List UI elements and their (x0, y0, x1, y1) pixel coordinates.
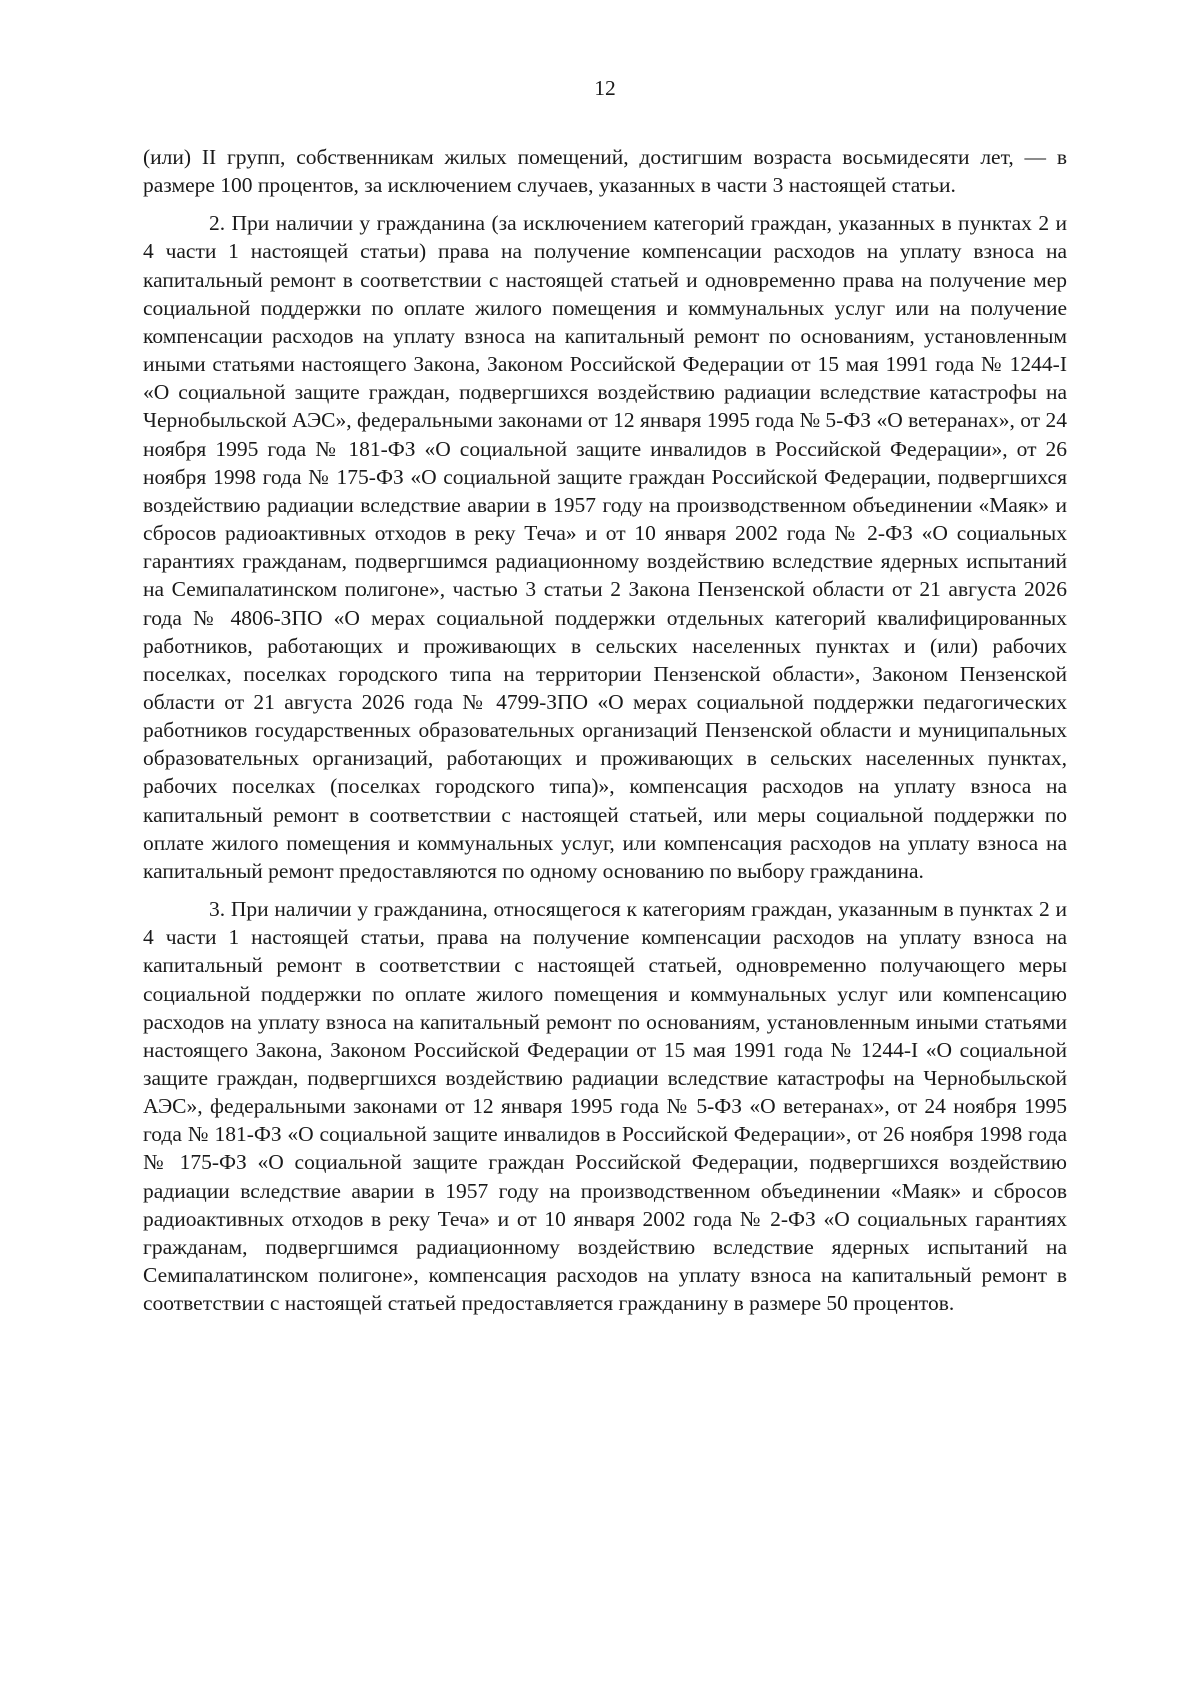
paragraph-clause-2: 2. При наличии у гражданина (за исключением категорий граждан, указанных в пунктах 2 и 4 части 1 настоящей статьи) права на получение компенсации расходов на уплату взноса на капитальный ремонт в соответствии с настоящей статьей и одновременно права на получение мер социальной поддержки по оплате жилого помещения и коммунальных услуг или на получение компенсации расходов на уплату взноса на капитальный ремонт по основаниям, установленным иными статьями настоящего Закона, Законом Российской Федерации от 15 мая 1991 года № 1244-I «О социальной защите граждан, подвергшихся воздействию радиации вследствие катастрофы на Чернобыльской АЭС», федеральными законами от 12 января 1995 года № 5-ФЗ «О ветеранах», от 24 ноября 1995 года № 181-ФЗ «О социальной защите инвалидов в Российской Федерации», от 26 ноября 1998 года № 175-ФЗ «О социальной защите граждан Российской Федерации, подвергшихся воздействию радиации вследствие аварии в 1957 году на производственном объединении «Маяк» и сбросов радиоактивных отходов в реку Теча» и от 10 января 2002 года № 2-ФЗ «О социальных гарантиях гражданам, подвергшимся радиационному воздействию вследствие ядерных испытаний на Семипалатинском полигоне», частью 3 статьи 2 Закона Пензенской области от 21 августа 2026 года № 4806-ЗПО «О мерах социальной поддержки отдельных категорий квалифицированных работников, работающих и проживающих в сельских населенных пунктах и (или) рабочих поселках, поселках городского типа на территории Пензенской области», Законом Пензенской области от 21 августа 2026 года № 4799-ЗПО «О мерах социальной поддержки педагогических работников государственных образовательных организаций Пензенской области и муниципальных образовательных организаций, работающих и проживающих в сельских населенных пунктах, рабочих поселках (поселках городского типа)», компенсация расходов на уплату взноса на капитальный ремонт в соответствии с настоящей статьей, или меры социальной поддержки по оплате жилого помещения и коммунальных услуг, или компенсация расходов на уплату взноса на капитальный ремонт предоставляются по одному основанию по выбору гражданина. (143, 211, 1067, 883)
document-body (143, 143, 1067, 1327)
paragraph-continuation: (или) II групп, собственникам жилых помещений, достигшим возраста восьмидесяти лет, — в размере 100 процентов, за исключением случаев, указанных в части 3 настоящей статьи. (143, 145, 1067, 198)
page-number: 12 (594, 76, 616, 100)
paragraph-clause-3: 3. При наличии у гражданина, относящегося к категориям граждан, указанным в пунктах 2 и 4 части 1 настоящей статьи, права на получение компенсации расходов на уплату взноса на капитальный ремонт в соответствии с настоящей статьей, одновременно получающего меры социальной поддержки по оплате жилого помещения и коммунальных услуг или компенсацию расходов на уплату взноса на капитальный ремонт по основаниям, установленным иными статьями настоящего Закона, Законом Российской Федерации от 15 мая 1991 года № 1244-I «О социальной защите граждан, подвергшихся воздействию радиации вследствие катастрофы на Чернобыльской АЭС», федеральными законами от 12 января 1995 года № 5-ФЗ «О ветеранах», от 24 ноября 1995 года № 181-ФЗ «О социальной защите инвалидов в Российской Федерации», от 26 ноября 1998 года № 175-ФЗ «О социальной защите граждан Российской Федерации, подвергшихся воздействию радиации вследствие аварии в 1957 году на производственном объединении «Маяк» и сбросов радиоактивных отходов в реку Теча» и от 10 января 2002 года № 2-ФЗ «О социальных гарантиях гражданам, подвергшимся радиационному воздействию вследствие ядерных испытаний на Семипалатинском полигоне», компенсация расходов на уплату взноса на капитальный ремонт в соответствии с настоящей статьей предоставляется гражданину в размере 50 процентов. (143, 897, 1067, 1316)
